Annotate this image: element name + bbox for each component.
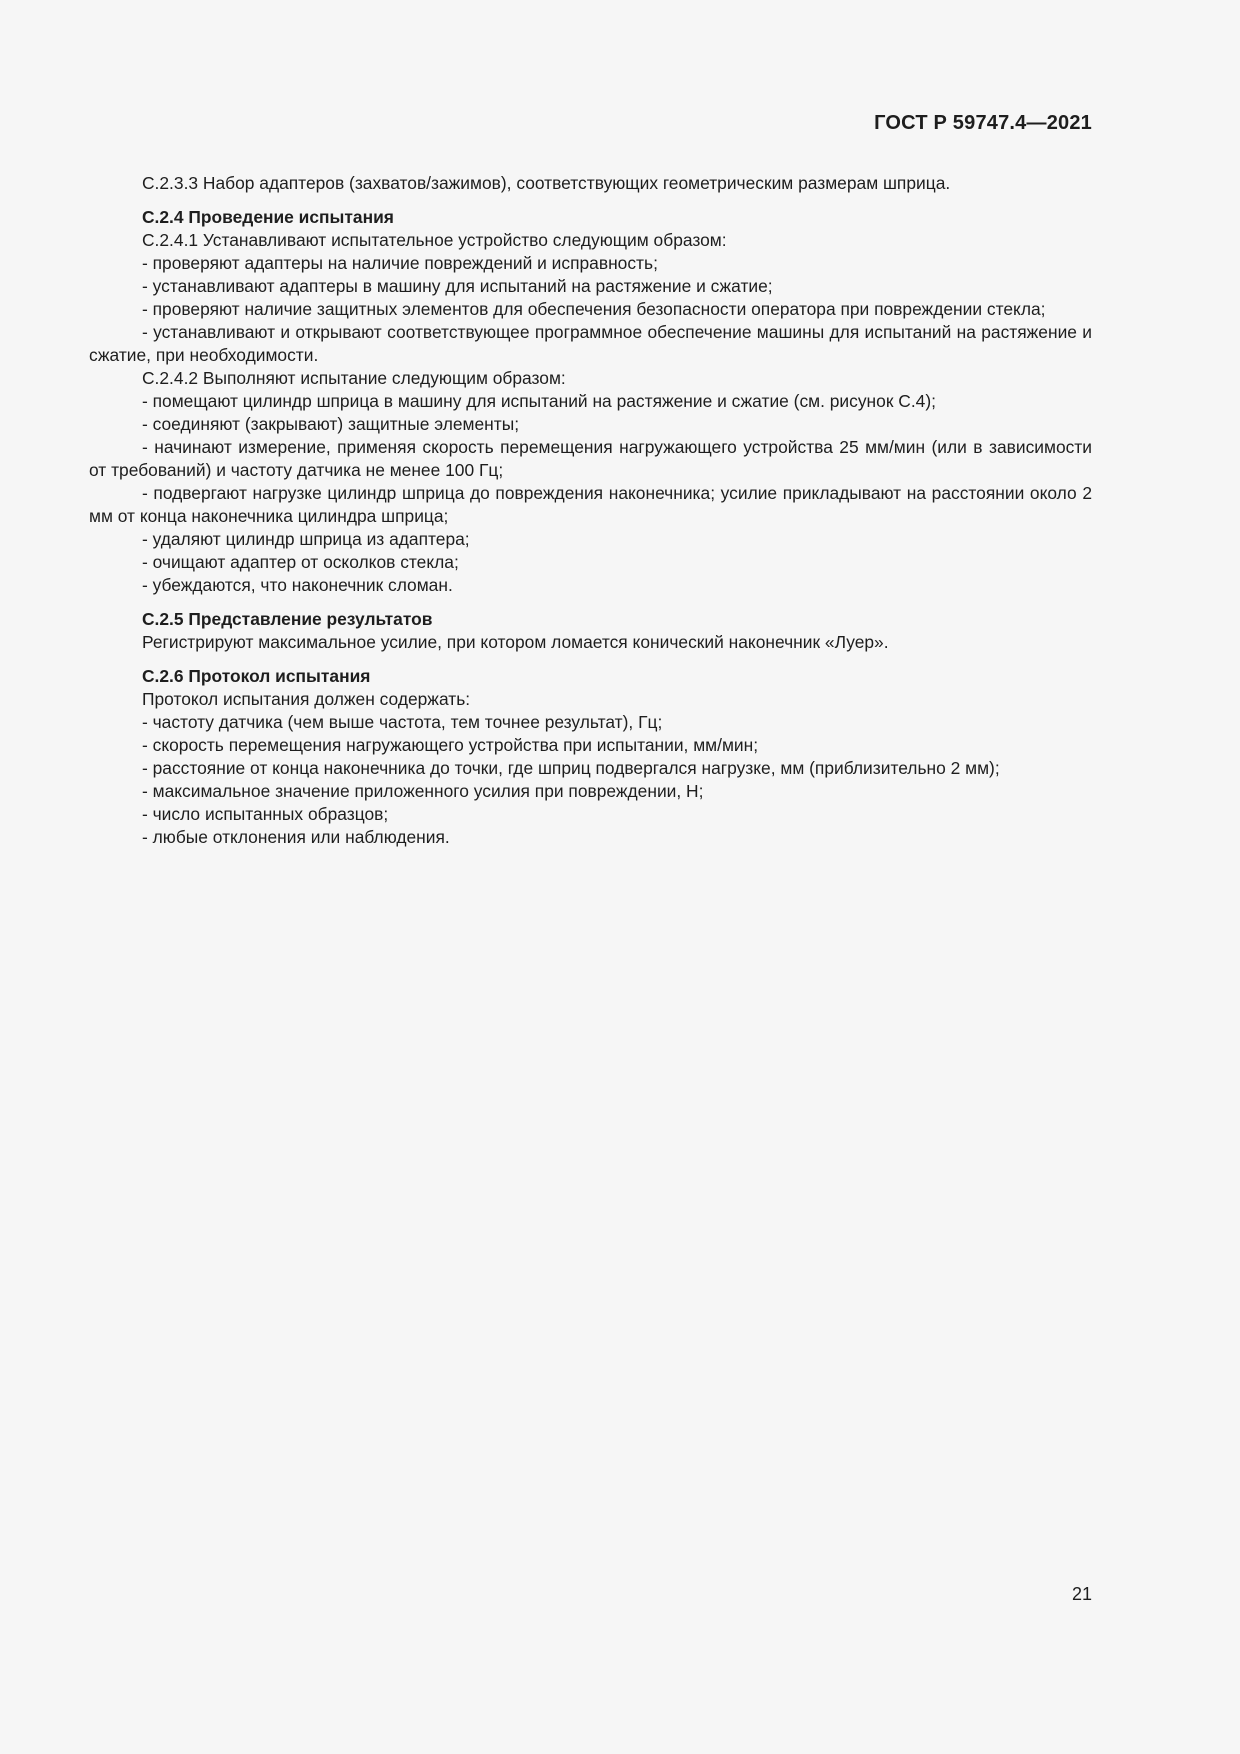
list-item: - расстояние от конца наконечника до точки, где шприц подвергался нагрузке, мм (приблизительно 2 мм); <box>142 758 1000 778</box>
paragraph-c242: С.2.4.2 Выполняют испытание следующим образом: <box>142 368 566 388</box>
document-body <box>89 172 1092 849</box>
paragraph-c25: Регистрируют максимальное усилие, при котором ломается конический наконечник «Луер». <box>142 632 889 652</box>
page-number: 21 <box>1071 1584 1092 1604</box>
standard-code-header: ГОСТ Р 59747.4—2021 <box>874 112 1092 134</box>
paragraph-c233: С.2.3.3 Набор адаптеров (захватов/зажимов), соответствующих геометрическим размерам шприца. <box>142 173 951 193</box>
list-item: - число испытанных образцов; <box>142 804 389 824</box>
list-item: - проверяют адаптеры на наличие повреждений и исправность; <box>142 253 658 273</box>
list-item: - максимальное значение приложенного усилия при повреждении, Н; <box>142 781 704 801</box>
section-heading-c24: С.2.4 Проведение испытания <box>142 207 394 227</box>
list-item: - помещают цилиндр шприца в машину для испытаний на растяжение и сжатие (см. рисунок С.4); <box>142 391 936 411</box>
list-item: - устанавливают и открывают соответствующее программное обеспечение машины для испытаний на растяжение и сжатие, при необходимости. <box>89 322 1092 365</box>
list-item: - частоту датчика (чем выше частота, тем точнее результат), Гц; <box>142 712 663 732</box>
list-item: - очищают адаптер от осколков стекла; <box>142 552 459 572</box>
list-item: - скорость перемещения нагружающего устройства при испытании, мм/мин; <box>142 735 759 755</box>
list-item: - убеждаются, что наконечник сломан. <box>142 575 453 595</box>
list-item: - проверяют наличие защитных элементов для обеспечения безопасности оператора при повреждении стекла; <box>142 299 1046 319</box>
list-item: - соединяют (закрывают) защитные элементы; <box>142 414 520 434</box>
paragraph-c26: Протокол испытания должен содержать: <box>142 689 471 709</box>
list-item: - начинают измерение, применяя скорость перемещения нагружающего устройства 25 мм/мин (или в зависимости от требований) и частоту датчика не менее 100 Гц; <box>89 437 1092 480</box>
section-heading-c25: С.2.5 Представление результатов <box>142 609 433 629</box>
list-item: - подвергают нагрузке цилиндр шприца до повреждения наконечника; усилие прикладывают на расстоянии около 2 мм от конца наконечника цилиндра шприца; <box>89 483 1092 526</box>
paragraph-c241: С.2.4.1 Устанавливают испытательное устройство следующим образом: <box>142 230 727 250</box>
list-item: - удаляют цилиндр шприца из адаптера; <box>142 529 470 549</box>
list-item: - любые отклонения или наблюдения. <box>142 827 450 847</box>
list-item: - устанавливают адаптеры в машину для испытаний на растяжение и сжатие; <box>142 276 773 296</box>
section-heading-c26: С.2.6 Протокол испытания <box>142 666 371 686</box>
